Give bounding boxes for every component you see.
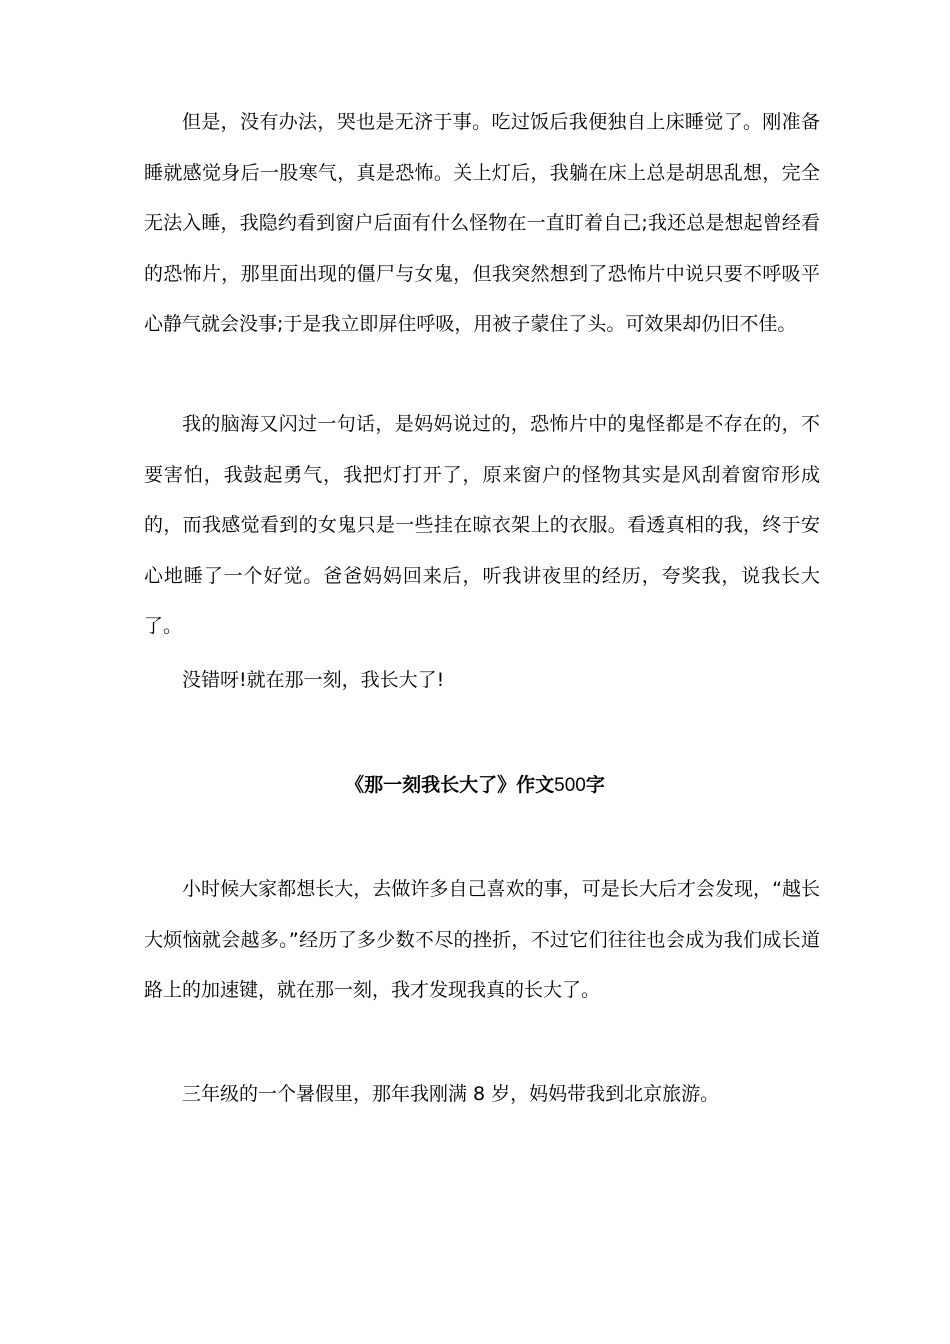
paragraph: 小时候大家都想长大，去做许多自己喜欢的事，可是长大后才会发现，“越长大烦恼就会越多。”经历了多少数不尽的挫折，不过它们往往也会成为我们成长道路上的加速键，就在那一刻，我才发现我真的长大了。 [144,878,820,1001]
paragraph: 我的脑海又闪过一句话，是妈妈说过的，恐怖片中的鬼怪都是不存在的，不要害怕，我鼓起勇气，我把灯打开了，原来窗户的怪物其实是风刮着窗帘形成的，而我感觉看到的女鬼只是一些挂在晾衣架上的衣服。看透真相的我，终于安心地睡了一个好觉。爸爸妈妈回来后，听我讲夜里的经历，夸奖我，说我长大了。 [144,413,820,637]
paragraph: 没错呀!就在那一刻，我长大了! [182,669,445,691]
paragraph: 但是，没有办法，哭也是无济于事。吃过饭后我便独自上床睡觉了。刚准备睡就感觉身后一股寒气，真是恐怖。关上灯后，我躺在床上总是胡思乱想，完全无法入睡，我隐约看到窗户后面有什么怪物在一直盯着自己;我还总是想起曾经看的恐怖片，那里面出现的僵尸与女鬼，但我突然想到了恐怖片中说只要不呼吸平心静气就会没事;于是我立即屏住呼吸，用被子蒙住了头。可效果却仍旧不佳。 [144,111,820,335]
essay-title-number: 500 [554,775,586,796]
essay-title-text: 《那一刻我长大了》作文 [345,774,555,796]
essay-title-suffix: 字 [585,774,605,796]
paragraph: 三年级的一个暑假里，那年我刚满 8 岁，妈妈带我到北京旅游。 [182,1083,720,1105]
essay-title [0,771,950,800]
